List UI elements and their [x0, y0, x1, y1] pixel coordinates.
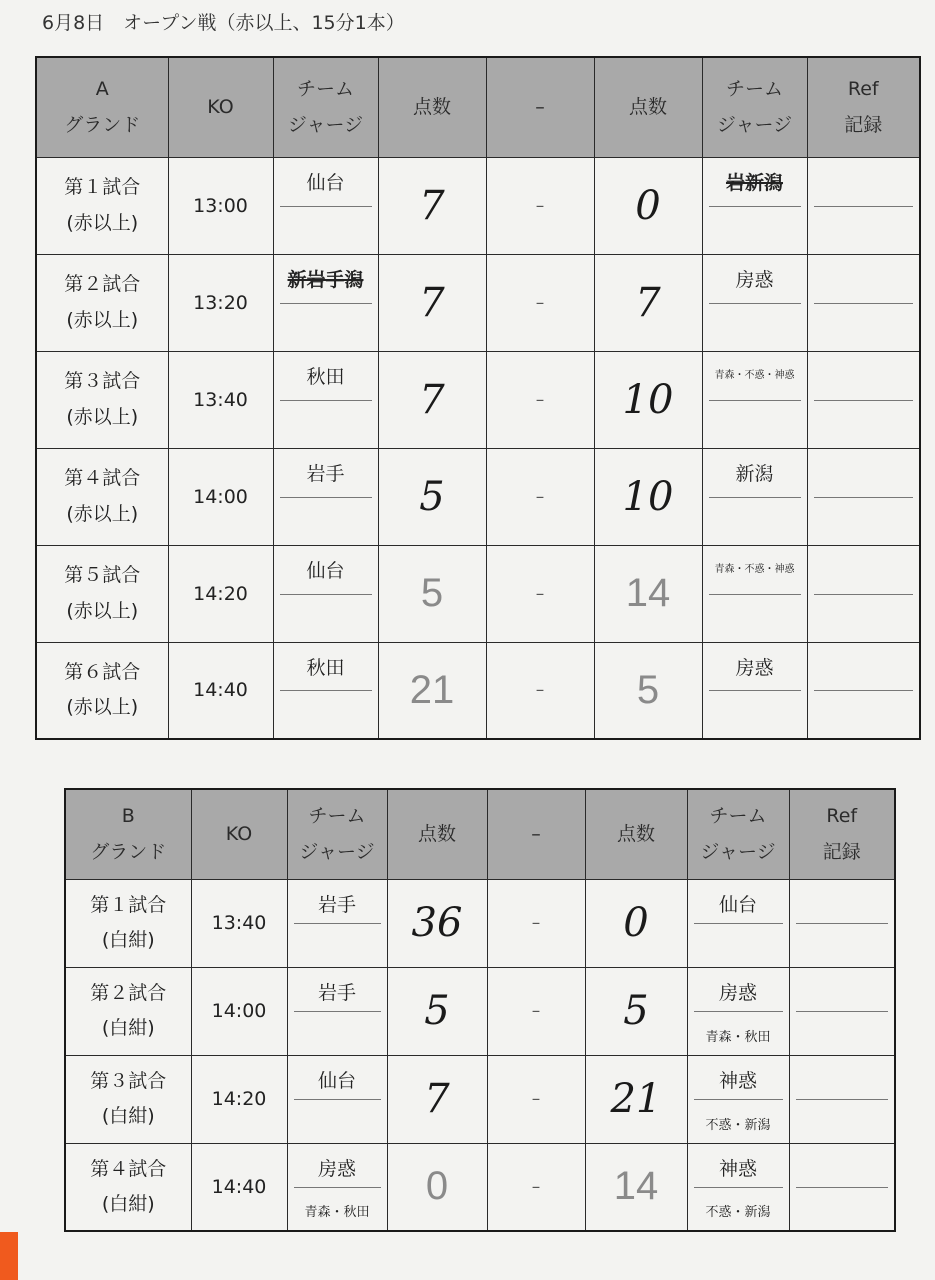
header-ground: B グランド: [65, 789, 191, 879]
score-2: 14: [594, 545, 702, 642]
match-number: 第５試合: [64, 564, 141, 587]
score-1: 5: [378, 545, 486, 642]
team-2-cell: [702, 254, 807, 351]
team-1-cell: [287, 1055, 387, 1143]
ref-record-cell: [807, 448, 920, 545]
team-1-jersey: 青森・秋田: [304, 1205, 370, 1220]
team-1-cell: [287, 879, 387, 967]
header-team-2: チーム ジャージ: [702, 57, 807, 157]
score-2: 21: [585, 1055, 687, 1143]
match-class: (赤以上): [66, 599, 139, 622]
team-2-jersey: 青森・秋田: [705, 1029, 771, 1045]
match-number: 第１試合: [90, 893, 167, 916]
match-class: (赤以上): [66, 211, 139, 234]
team-2-cell: [702, 157, 807, 254]
score-1: 7: [378, 254, 486, 351]
header-score-2: 点数: [594, 57, 702, 157]
team-1-cell: [273, 351, 378, 448]
team-2-jersey: 不惑・新潟: [705, 1117, 771, 1133]
team-2-name: 新潟: [735, 462, 774, 485]
kickoff-time: 13:20: [168, 254, 273, 351]
header-ko: KO: [168, 57, 273, 157]
ref-record-cell: [789, 879, 895, 967]
score-dash: –: [486, 642, 594, 739]
header-dash: –: [487, 789, 585, 879]
score-dash: –: [487, 1143, 585, 1231]
table-row: [36, 545, 920, 642]
score-1: 7: [378, 157, 486, 254]
score-dash: –: [487, 967, 585, 1055]
table-row: [36, 157, 920, 254]
match-number: 第２試合: [90, 981, 167, 1004]
team-2-name: 房惑: [735, 656, 774, 679]
score-1: 5: [378, 448, 486, 545]
team-1-name: 岩手: [317, 981, 356, 1004]
match-class: (赤以上): [66, 405, 139, 428]
score-2: 10: [594, 351, 702, 448]
table-row: [36, 448, 920, 545]
ref-record-cell: [807, 157, 920, 254]
table-row: [36, 254, 920, 351]
kickoff-time: 14:40: [168, 642, 273, 739]
team-2-cell: [702, 351, 807, 448]
team-1-name: 新岩手潟: [287, 268, 364, 291]
table-header-row: [65, 789, 895, 879]
team-1-cell: [273, 254, 378, 351]
team-1-name: 岩手: [306, 462, 345, 485]
header-team-1: チーム ジャージ: [273, 57, 378, 157]
kickoff-time: 14:00: [168, 448, 273, 545]
table-b-body: [65, 879, 895, 1231]
team-1-name: 秋田: [306, 656, 345, 679]
match-class: (白紺): [101, 929, 155, 951]
score-2: 10: [594, 448, 702, 545]
orange-edge-strip: [0, 1232, 18, 1280]
table-row: [65, 1055, 895, 1143]
score-dash: –: [486, 545, 594, 642]
score-dash: –: [487, 879, 585, 967]
schedule-table-a: [35, 56, 921, 740]
team-1-name: 岩手: [317, 893, 356, 916]
ref-record-cell: [807, 545, 920, 642]
match-number: 第２試合: [64, 273, 141, 296]
table-row: [36, 642, 920, 739]
match-class: (赤以上): [66, 696, 139, 719]
team-1-cell: [273, 157, 378, 254]
score-dash: –: [486, 254, 594, 351]
ref-record-cell: [807, 351, 920, 448]
score-dash: –: [486, 157, 594, 254]
team-1-cell: [273, 545, 378, 642]
team-2-name: 仙台: [718, 893, 757, 916]
match-number-cell: [36, 157, 168, 254]
team-2-name: 青森・不惑・神惑: [714, 369, 795, 381]
team-1-name: 仙台: [306, 171, 345, 194]
kickoff-time: 14:40: [191, 1143, 287, 1231]
kickoff-time: 13:40: [168, 351, 273, 448]
score-2: 14: [585, 1143, 687, 1231]
match-number: 第６試合: [64, 661, 141, 684]
table-row: [65, 879, 895, 967]
score-1: 5: [387, 967, 487, 1055]
match-number-cell: [65, 967, 191, 1055]
table-a-body: [36, 157, 920, 739]
kickoff-time: 14:00: [191, 967, 287, 1055]
match-class: (白紺): [101, 1192, 155, 1215]
team-2-name: 岩新潟: [725, 171, 783, 194]
match-number: 第４試合: [90, 1157, 167, 1180]
match-number-cell: [36, 254, 168, 351]
match-number-cell: [65, 879, 191, 967]
score-dash: –: [486, 351, 594, 448]
team-2-cell: [687, 879, 789, 967]
team-2-cell: [702, 642, 807, 739]
score-2: 0: [585, 879, 687, 967]
header-team-1: チーム ジャージ: [287, 789, 387, 879]
match-number-cell: [36, 642, 168, 739]
team-2-cell: [687, 1055, 789, 1143]
table-row: [65, 967, 895, 1055]
team-2-name: 青森・不惑・神惑: [714, 563, 795, 575]
team-1-cell: [287, 967, 387, 1055]
ref-record-cell: [789, 1055, 895, 1143]
team-1-name: 仙台: [317, 1069, 356, 1092]
team-2-cell: [687, 1143, 789, 1231]
score-2: 5: [585, 967, 687, 1055]
team-2-cell: [687, 967, 789, 1055]
match-number: 第３試合: [90, 1069, 167, 1092]
header-ref: Ref 記録: [789, 789, 895, 879]
match-number-cell: [36, 545, 168, 642]
header-ko: KO: [191, 789, 287, 879]
schedule-table-b: [64, 788, 896, 1232]
team-1-cell: [273, 642, 378, 739]
team-2-name: 房惑: [718, 981, 757, 1004]
ref-record-cell: [807, 254, 920, 351]
ref-record-cell: [807, 642, 920, 739]
ref-record-cell: [789, 1143, 895, 1231]
team-2-name: 神惑: [718, 1069, 757, 1092]
match-number-cell: [65, 1055, 191, 1143]
score-1: 7: [378, 351, 486, 448]
match-number-cell: [36, 448, 168, 545]
header-score-1: 点数: [378, 57, 486, 157]
match-class: (白紺): [101, 1105, 155, 1127]
header-score-2: 点数: [585, 789, 687, 879]
match-class: (白紺): [101, 1017, 155, 1039]
team-2-cell: [702, 545, 807, 642]
team-2-name: 神惑: [718, 1157, 757, 1180]
match-class: (赤以上): [66, 502, 139, 525]
ref-record-cell: [789, 967, 895, 1055]
match-number: 第４試合: [64, 467, 141, 490]
score-2: 7: [594, 254, 702, 351]
header-ground: A グランド: [36, 57, 168, 157]
team-1-cell: [287, 1143, 387, 1231]
kickoff-time: 13:00: [168, 157, 273, 254]
team-1-name: 房惑: [317, 1157, 356, 1180]
score-2: 5: [594, 642, 702, 739]
match-number: 第１試合: [64, 176, 141, 199]
team-2-name: 房惑: [735, 268, 774, 291]
score-1: 7: [387, 1055, 487, 1143]
header-team-2: チーム ジャージ: [687, 789, 789, 879]
match-class: (赤以上): [66, 308, 139, 331]
team-2-jersey: 不惑・新潟: [705, 1205, 771, 1220]
table-header-row: [36, 57, 920, 157]
header-dash: –: [486, 57, 594, 157]
score-dash: –: [486, 448, 594, 545]
team-1-name: 仙台: [306, 559, 345, 582]
score-2: 0: [594, 157, 702, 254]
team-2-cell: [702, 448, 807, 545]
score-1: 36: [387, 879, 487, 967]
team-1-cell: [273, 448, 378, 545]
match-number-cell: [65, 1143, 191, 1231]
kickoff-time: 14:20: [191, 1055, 287, 1143]
match-number-cell: [36, 351, 168, 448]
kickoff-time: 13:40: [191, 879, 287, 967]
score-dash: –: [487, 1055, 585, 1143]
team-1-name: 秋田: [306, 365, 345, 388]
page-title: 6月8日 オープン戦（赤以上、15分1本）: [42, 12, 405, 34]
score-1: 21: [378, 642, 486, 739]
kickoff-time: 14:20: [168, 545, 273, 642]
header-ref: Ref 記録: [807, 57, 920, 157]
match-number: 第３試合: [64, 370, 141, 393]
header-score-1: 点数: [387, 789, 487, 879]
table-row: [65, 1143, 895, 1231]
table-row: [36, 351, 920, 448]
score-1: 0: [387, 1143, 487, 1231]
